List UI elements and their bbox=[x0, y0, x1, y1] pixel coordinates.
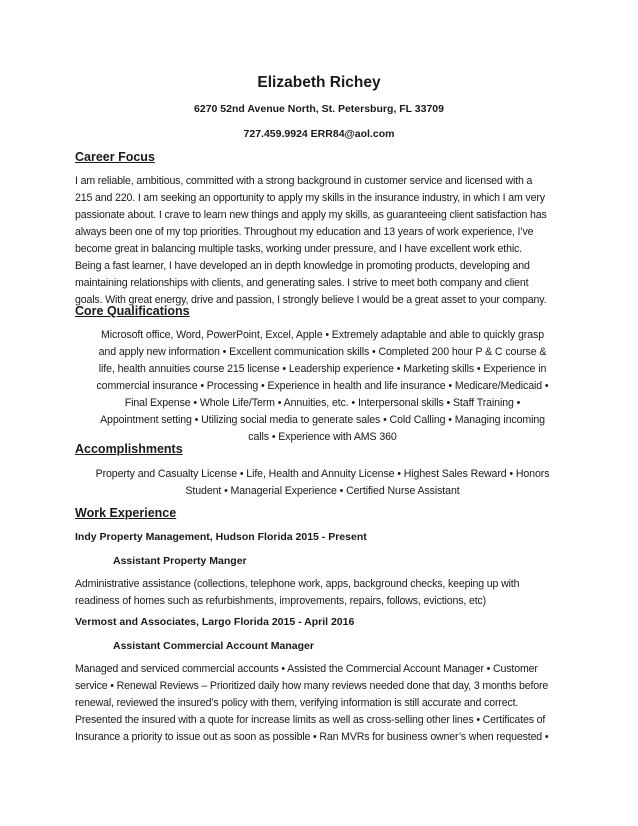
career-focus-line: I am reliable, ambitious, committed with a strong background in customer service and licensed with a bbox=[75, 175, 533, 187]
job-description bbox=[75, 661, 563, 746]
core-qualifications-text bbox=[80, 327, 565, 446]
qualifications-line: Microsoft office, Word, PowerPoint, Excel, Apple • Extremely adaptable and able to quickly grasp bbox=[100, 329, 544, 341]
qualifications-line: commercial insurance • Processing • Experience in health and life insurance • Medicare/Medicaid • bbox=[96, 380, 549, 392]
qualifications-line: life, health annuities course 215 license • Leadership experience • Marketing skills • Experience in bbox=[98, 363, 547, 375]
qualifications-line: and apply new information • Excellent communication skills • Completed 200 hour P & C course & bbox=[98, 346, 547, 358]
job-description-line: renewal, reviewed the insured’s policy with them, verifying information is still accurate and correct. bbox=[75, 697, 519, 709]
job-description-line: service • Renewal Reviews – Prioritized daily how many reviews needed done that day, 3 months before bbox=[75, 680, 549, 692]
job-role: Assistant Property Manger bbox=[113, 555, 247, 567]
career-focus-line: 215 and 220. I am seeking an opportunity to apply my skills in the insurance industry, in which I am very bbox=[75, 192, 545, 204]
qualifications-line: calls • Experience with AMS 360 bbox=[248, 431, 397, 443]
work-experience-heading: Work Experience bbox=[75, 506, 177, 520]
job-description-line: Insurance a priority to issue out as soon as possible • Ran MVRs for business owner’s when requested • bbox=[75, 731, 549, 743]
career-focus-line: maintaining relationships with clients, and generating sales. I strive to meet both company and client bbox=[75, 277, 529, 289]
job-company: Vermost and Associates, Largo Florida 2015 - April 2016 bbox=[75, 616, 355, 628]
job-company: Indy Property Management, Hudson Florida 2015 - Present bbox=[75, 531, 367, 543]
job-role: Assistant Commercial Account Manager bbox=[113, 640, 314, 652]
candidate-name: Elizabeth Richey bbox=[257, 74, 381, 91]
qualifications-line: Appointment setting • Utilizing social media to generate sales • Cold Calling • Managing incoming bbox=[100, 414, 545, 426]
career-focus-line: always been one of my top priorities. Throughout my education and 13 years of work experience, I’ve bbox=[75, 226, 534, 238]
career-focus-line: passionate about. I crave to learn new things and apply my skills, as guaranteeing client satisfaction has bbox=[75, 209, 547, 221]
job-description-line: Administrative assistance (collections, telephone work, apps, background checks, keeping up with bbox=[75, 578, 520, 590]
job-description-line: Managed and serviced commercial accounts • Assisted the Commercial Account Manager • Customer bbox=[75, 663, 538, 675]
accomplishments-text bbox=[80, 466, 565, 500]
accomplishments-line: Student • Managerial Experience • Certified Nurse Assistant bbox=[185, 485, 460, 497]
career-focus-line: Being a fast learner, I have developed an in depth knowledge in promoting products, developing and bbox=[75, 260, 530, 272]
career-focus-line: goals. With great energy, drive and passion, I strongly believe I would be a great asset to your company. bbox=[75, 294, 547, 306]
contact-info: 727.459.9924 ERR84@aol.com bbox=[243, 128, 395, 140]
job-description bbox=[75, 576, 563, 610]
job-description-line: readiness of homes such as refurbishments, improvements, repairs, follows, evictions, etc) bbox=[75, 595, 487, 607]
career-focus-line: become great in balancing multiple tasks, working under pressure, and I have excellent work ethic. bbox=[75, 243, 522, 255]
career-focus-heading: Career Focus bbox=[75, 150, 155, 164]
address: 6270 52nd Avenue North, St. Petersburg, FL 33709 bbox=[194, 103, 444, 115]
career-focus-text bbox=[75, 173, 563, 309]
accomplishments-heading: Accomplishments bbox=[75, 442, 183, 456]
qualifications-line: Final Expense • Whole Life/Term • Annuities, etc. • Interpersonal skills • Staff Training • bbox=[124, 397, 521, 409]
core-qualifications-heading: Core Qualifications bbox=[75, 304, 190, 318]
job-description-line: Presented the insured with a quote for increase limits as well as cross-selling other lines • Certificates of bbox=[75, 714, 546, 726]
accomplishments-line: Property and Casualty License • Life, Health and Annuity License • Highest Sales Reward • Honors bbox=[95, 468, 550, 480]
